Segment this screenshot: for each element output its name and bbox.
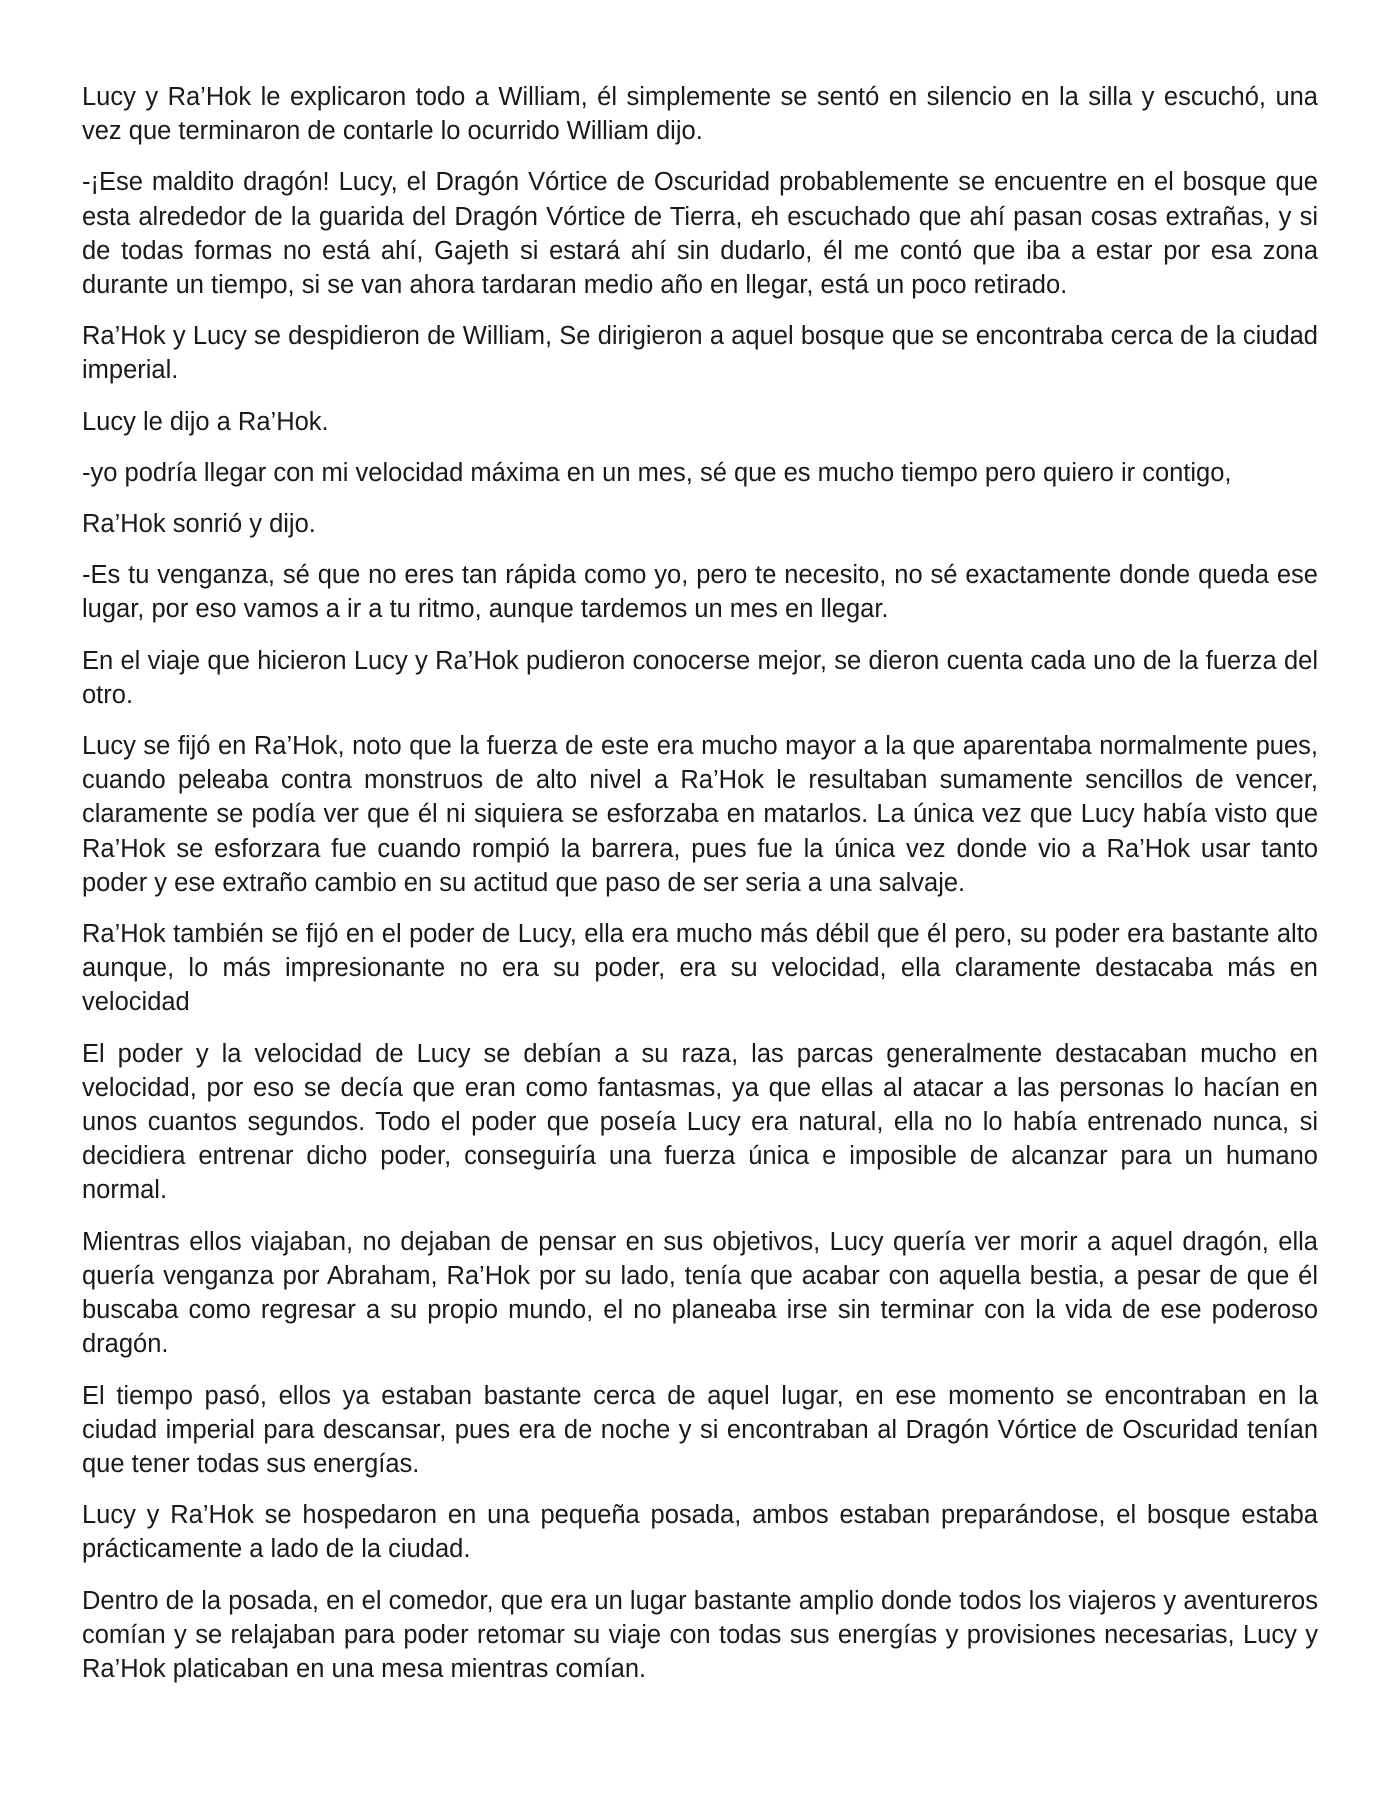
- paragraph: Lucy le dijo a Ra’Hok.: [82, 407, 329, 436]
- paragraph: Lucy se fijó en Ra’Hok, noto que la fuerza de este era mucho mayor a la que aparentaba normalmente pues, cuando peleaba contra monstruos de alto nivel a Ra’Hok le resultaban sumamente sencillos de vencer, claramente se podía ver que él ni siquiera se esforzaba en matarlos. La única vez que Lucy había visto que Ra’Hok se esforzara fue cuando rompió la barrera, pues fue la única vez donde vio a Ra’Hok usar tanto poder y ese extraño cambio en su actitud que paso de ser seria a una salvaje.: [82, 732, 1318, 897]
- paragraph: Ra’Hok y Lucy se despidieron de William, Se dirigieron a aquel bosque que se encontraba cerca de la ciudad imperial.: [82, 322, 1318, 385]
- paragraph: Dentro de la posada, en el comedor, que era un lugar bastante amplio donde todos los viajeros y aventureros comían y se relajaban para poder retomar su viaje con todas sus energías y provisiones necesarias, Lucy y Ra’Hok platicaban en una mesa mientras comían.: [82, 1586, 1318, 1683]
- paragraph: En el viaje que hicieron Lucy y Ra’Hok pudieron conocerse mejor, se dieron cuenta cada uno de la fuerza del otro.: [82, 646, 1318, 709]
- paragraph: El poder y la velocidad de Lucy se debían a su raza, las parcas generalmente destacaban mucho en velocidad, por eso se decía que eran como fantasmas, ya que ellas al atacar a las personas lo hacían en unos cuantos segundos. Todo el poder que poseía Lucy era natural, ella no lo había entrenado nunca, si decidiera entrenar dicho poder, conseguiría una fuerza única e imposible de alcanzar para un humano normal.: [82, 1039, 1318, 1205]
- paragraph: -yo podría llegar con mi velocidad máxima en un mes, sé que es mucho tiempo pero quiero ir contigo,: [82, 458, 1232, 487]
- paragraph: -Es tu venganza, sé que no eres tan rápida como yo, pero te necesito, no sé exactamente donde queda ese lugar, por eso vamos a ir a tu ritmo, aunque tardemos un mes en llegar.: [82, 561, 1318, 624]
- paragraph: Mientras ellos viajaban, no dejaban de pensar en sus objetivos, Lucy quería ver morir a aquel dragón, ella quería venganza por Abraham, Ra’Hok por su lado, tenía que acabar con aquella bestia, a pesar de que él buscaba como regresar a su propio mundo, el no planeaba irse sin terminar con la vida de ese poderoso dragón.: [82, 1227, 1318, 1359]
- document-body: [82, 80, 1318, 1703]
- paragraph: Lucy y Ra’Hok le explicaron todo a William, él simplemente se sentó en silencio en la silla y escuchó, una vez que terminaron de contarle lo ocurrido William dijo.: [82, 83, 1318, 146]
- paragraph: Ra’Hok sonrió y dijo.: [82, 510, 316, 539]
- paragraph: Lucy y Ra’Hok se hospedaron en una pequeña posada, ambos estaban preparándose, el bosque estaba prácticamente a lado de la ciudad.: [82, 1501, 1318, 1564]
- paragraph: El tiempo pasó, ellos ya estaban bastante cerca de aquel lugar, en ese momento se encontraban en la ciudad imperial para descansar, pues era de noche y si encontraban al Dragón Vórtice de Oscuridad tenían que tener todas sus energías.: [82, 1381, 1318, 1478]
- paragraph: -¡Ese maldito dragón! Lucy, el Dragón Vórtice de Oscuridad probablemente se encuentre en el bosque que esta alrededor de la guarida del Dragón Vórtice de Tierra, eh escuchado que ahí pasan cosas extrañas, y si de todas formas no está ahí, Gajeth si estará ahí sin dudarlo, él me contó que iba a estar por esa zona durante un tiempo, si se van ahora tardaran medio año en llegar, está un poco retirado.: [82, 168, 1318, 300]
- paragraph: Ra’Hok también se fijó en el poder de Lucy, ella era mucho más débil que él pero, su poder era bastante alto aunque, lo más impresionante no era su poder, era su velocidad, ella claramente destacaba más en velocidad: [82, 920, 1318, 1017]
